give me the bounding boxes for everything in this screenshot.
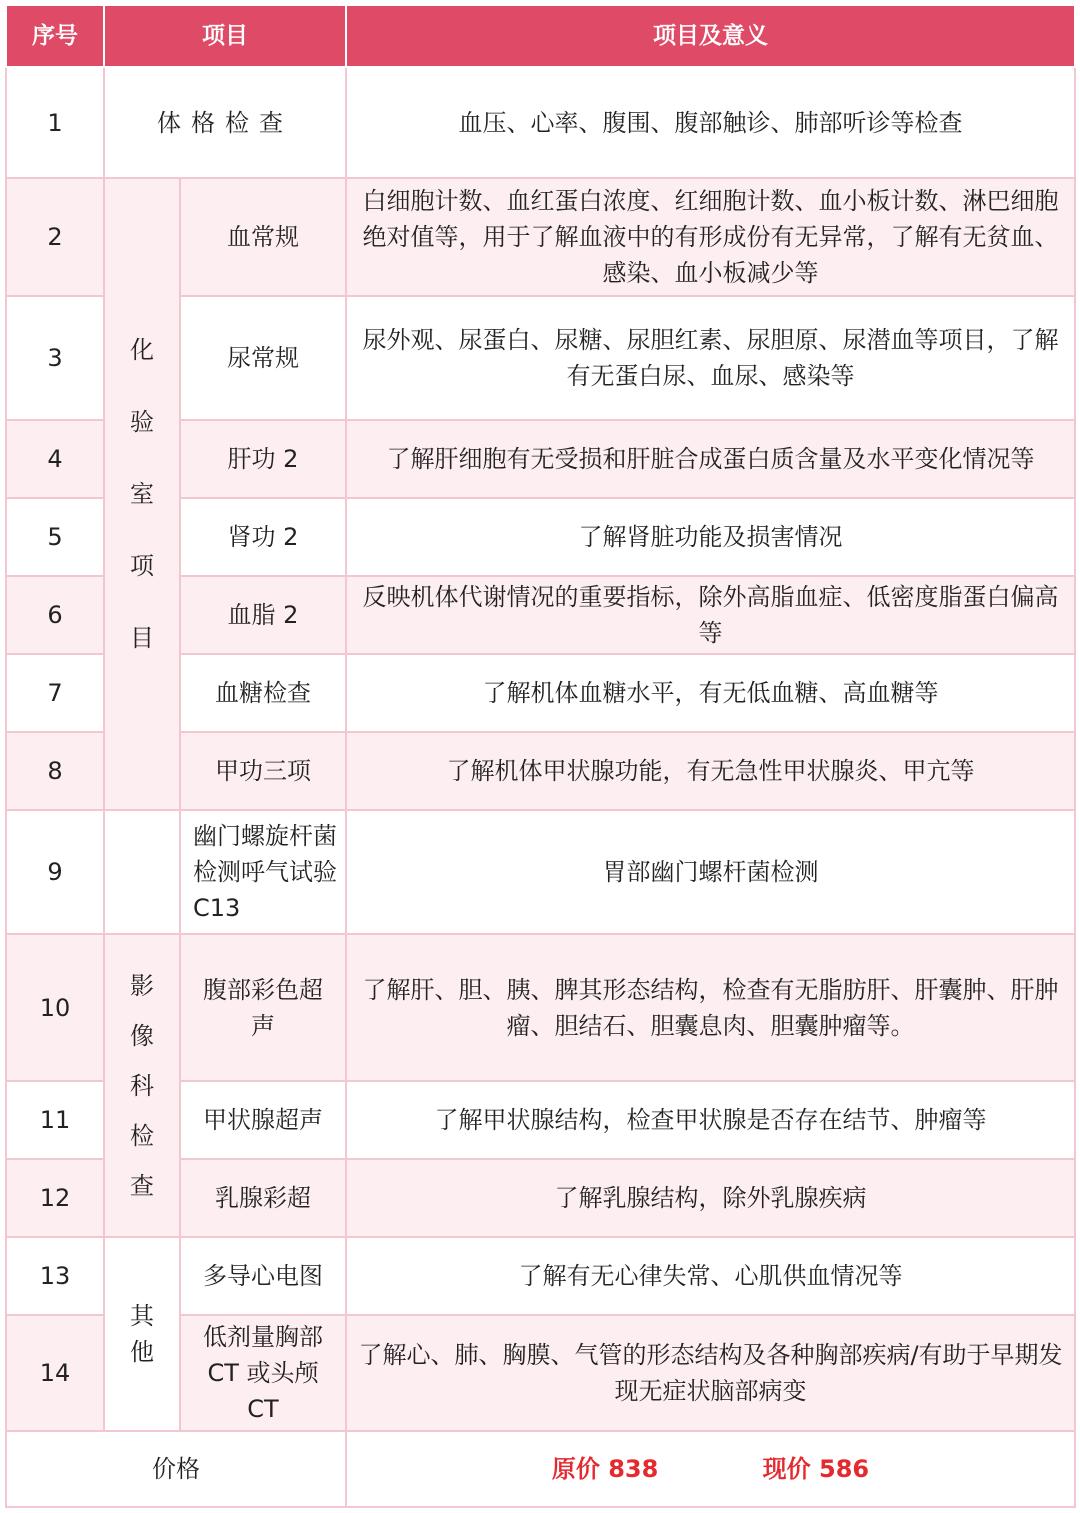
row-no: 1 xyxy=(6,67,104,178)
table-row xyxy=(6,67,1075,178)
row-desc: 尿外观、尿蛋白、尿糖、尿胆红素、尿胆原、尿潜血等项目，了解有无蛋白尿、血尿、感染等 xyxy=(346,296,1075,420)
price-values xyxy=(346,1431,1075,1507)
table-row xyxy=(6,1237,1075,1315)
row-item: 乳腺彩超 xyxy=(180,1159,346,1237)
row-desc: 了解乳腺结构，除外乳腺疾病 xyxy=(346,1159,1075,1237)
row-item: 血常规 xyxy=(180,178,346,296)
group-label-empty xyxy=(104,810,180,934)
group-label-other xyxy=(104,1237,180,1431)
price-row xyxy=(6,1431,1075,1507)
row-desc: 胃部幽门螺杆菌检测 xyxy=(346,810,1075,934)
row-desc: 了解肝细胞有无受损和肝脏合成蛋白质含量及水平变化情况等 xyxy=(346,420,1075,498)
row-item: 甲状腺超声 xyxy=(180,1081,346,1159)
row-no: 8 xyxy=(6,732,104,810)
row-desc: 白细胞计数、血红蛋白浓度、红细胞计数、血小板计数、淋巴细胞绝对值等，用于了解血液中的有形成份有无异常，了解有无贫血、感染、血小板减少等 xyxy=(346,178,1075,296)
table-header-row xyxy=(6,5,1075,67)
table-row xyxy=(6,934,1075,1081)
group-label-other-text: 其他 xyxy=(129,1302,154,1366)
row-no: 6 xyxy=(6,576,104,654)
row-desc: 了解机体甲状腺功能，有无急性甲状腺炎、甲亢等 xyxy=(346,732,1075,810)
header-desc: 项目及意义 xyxy=(346,5,1075,67)
row-no: 11 xyxy=(6,1081,104,1159)
row-desc: 了解心、肺、胸膜、气管的形态结构及各种胸部疾病/有助于早期发现无症状脑部病变 xyxy=(346,1315,1075,1431)
row-no: 14 xyxy=(6,1315,104,1431)
row-no: 7 xyxy=(6,654,104,732)
group-label-imaging-text: 影像科检查 xyxy=(129,971,154,1200)
row-desc: 了解甲状腺结构，检查甲状腺是否存在结节、肿瘤等 xyxy=(346,1081,1075,1159)
row-item: 体格检查 xyxy=(104,67,346,178)
row-desc: 了解机体血糖水平，有无低血糖、高血糖等 xyxy=(346,654,1075,732)
row-no: 13 xyxy=(6,1237,104,1315)
row-no: 5 xyxy=(6,498,104,576)
row-item: 肝功 2 xyxy=(180,420,346,498)
row-no: 12 xyxy=(6,1159,104,1237)
current-price: 现价 586 xyxy=(762,1455,870,1483)
row-item: 多导心电图 xyxy=(180,1237,346,1315)
checkup-package-table xyxy=(5,4,1076,1508)
row-desc: 了解肾脏功能及损害情况 xyxy=(346,498,1075,576)
group-label-lab xyxy=(104,178,180,810)
row-item: 幽门螺旋杆菌检测呼气试验 C13 xyxy=(180,810,346,934)
price-label: 价格 xyxy=(6,1431,346,1507)
table-row xyxy=(6,178,1075,296)
row-no: 2 xyxy=(6,178,104,296)
row-desc: 了解有无心律失常、心肌供血情况等 xyxy=(346,1237,1075,1315)
row-item: 尿常规 xyxy=(180,296,346,420)
row-item: 血糖检查 xyxy=(180,654,346,732)
row-item: 血脂 2 xyxy=(180,576,346,654)
group-label-lab-text: 化验室项目 xyxy=(129,336,154,652)
row-no: 9 xyxy=(6,810,104,934)
row-no: 4 xyxy=(6,420,104,498)
row-desc: 了解肝、胆、胰、脾其形态结构，检查有无脂肪肝、肝囊肿、肝肿瘤、胆结石、胆囊息肉、胆囊肿瘤等。 xyxy=(346,934,1075,1081)
header-item: 项目 xyxy=(104,5,346,67)
header-no: 序号 xyxy=(6,5,104,67)
table-row xyxy=(6,810,1075,934)
row-item: 腹部彩色超声 xyxy=(180,934,346,1081)
row-desc: 血压、心率、腹围、腹部触诊、肺部听诊等检查 xyxy=(346,67,1075,178)
row-item: 甲功三项 xyxy=(180,732,346,810)
row-no: 3 xyxy=(6,296,104,420)
row-desc: 反映机体代谢情况的重要指标，除外高脂血症、低密度脂蛋白偏高等 xyxy=(346,576,1075,654)
row-item: 肾功 2 xyxy=(180,498,346,576)
group-label-imaging xyxy=(104,934,180,1237)
row-no: 10 xyxy=(6,934,104,1081)
row-item: 低剂量胸部CT 或头颅CT xyxy=(180,1315,346,1431)
original-price: 原价 838 xyxy=(551,1455,659,1483)
